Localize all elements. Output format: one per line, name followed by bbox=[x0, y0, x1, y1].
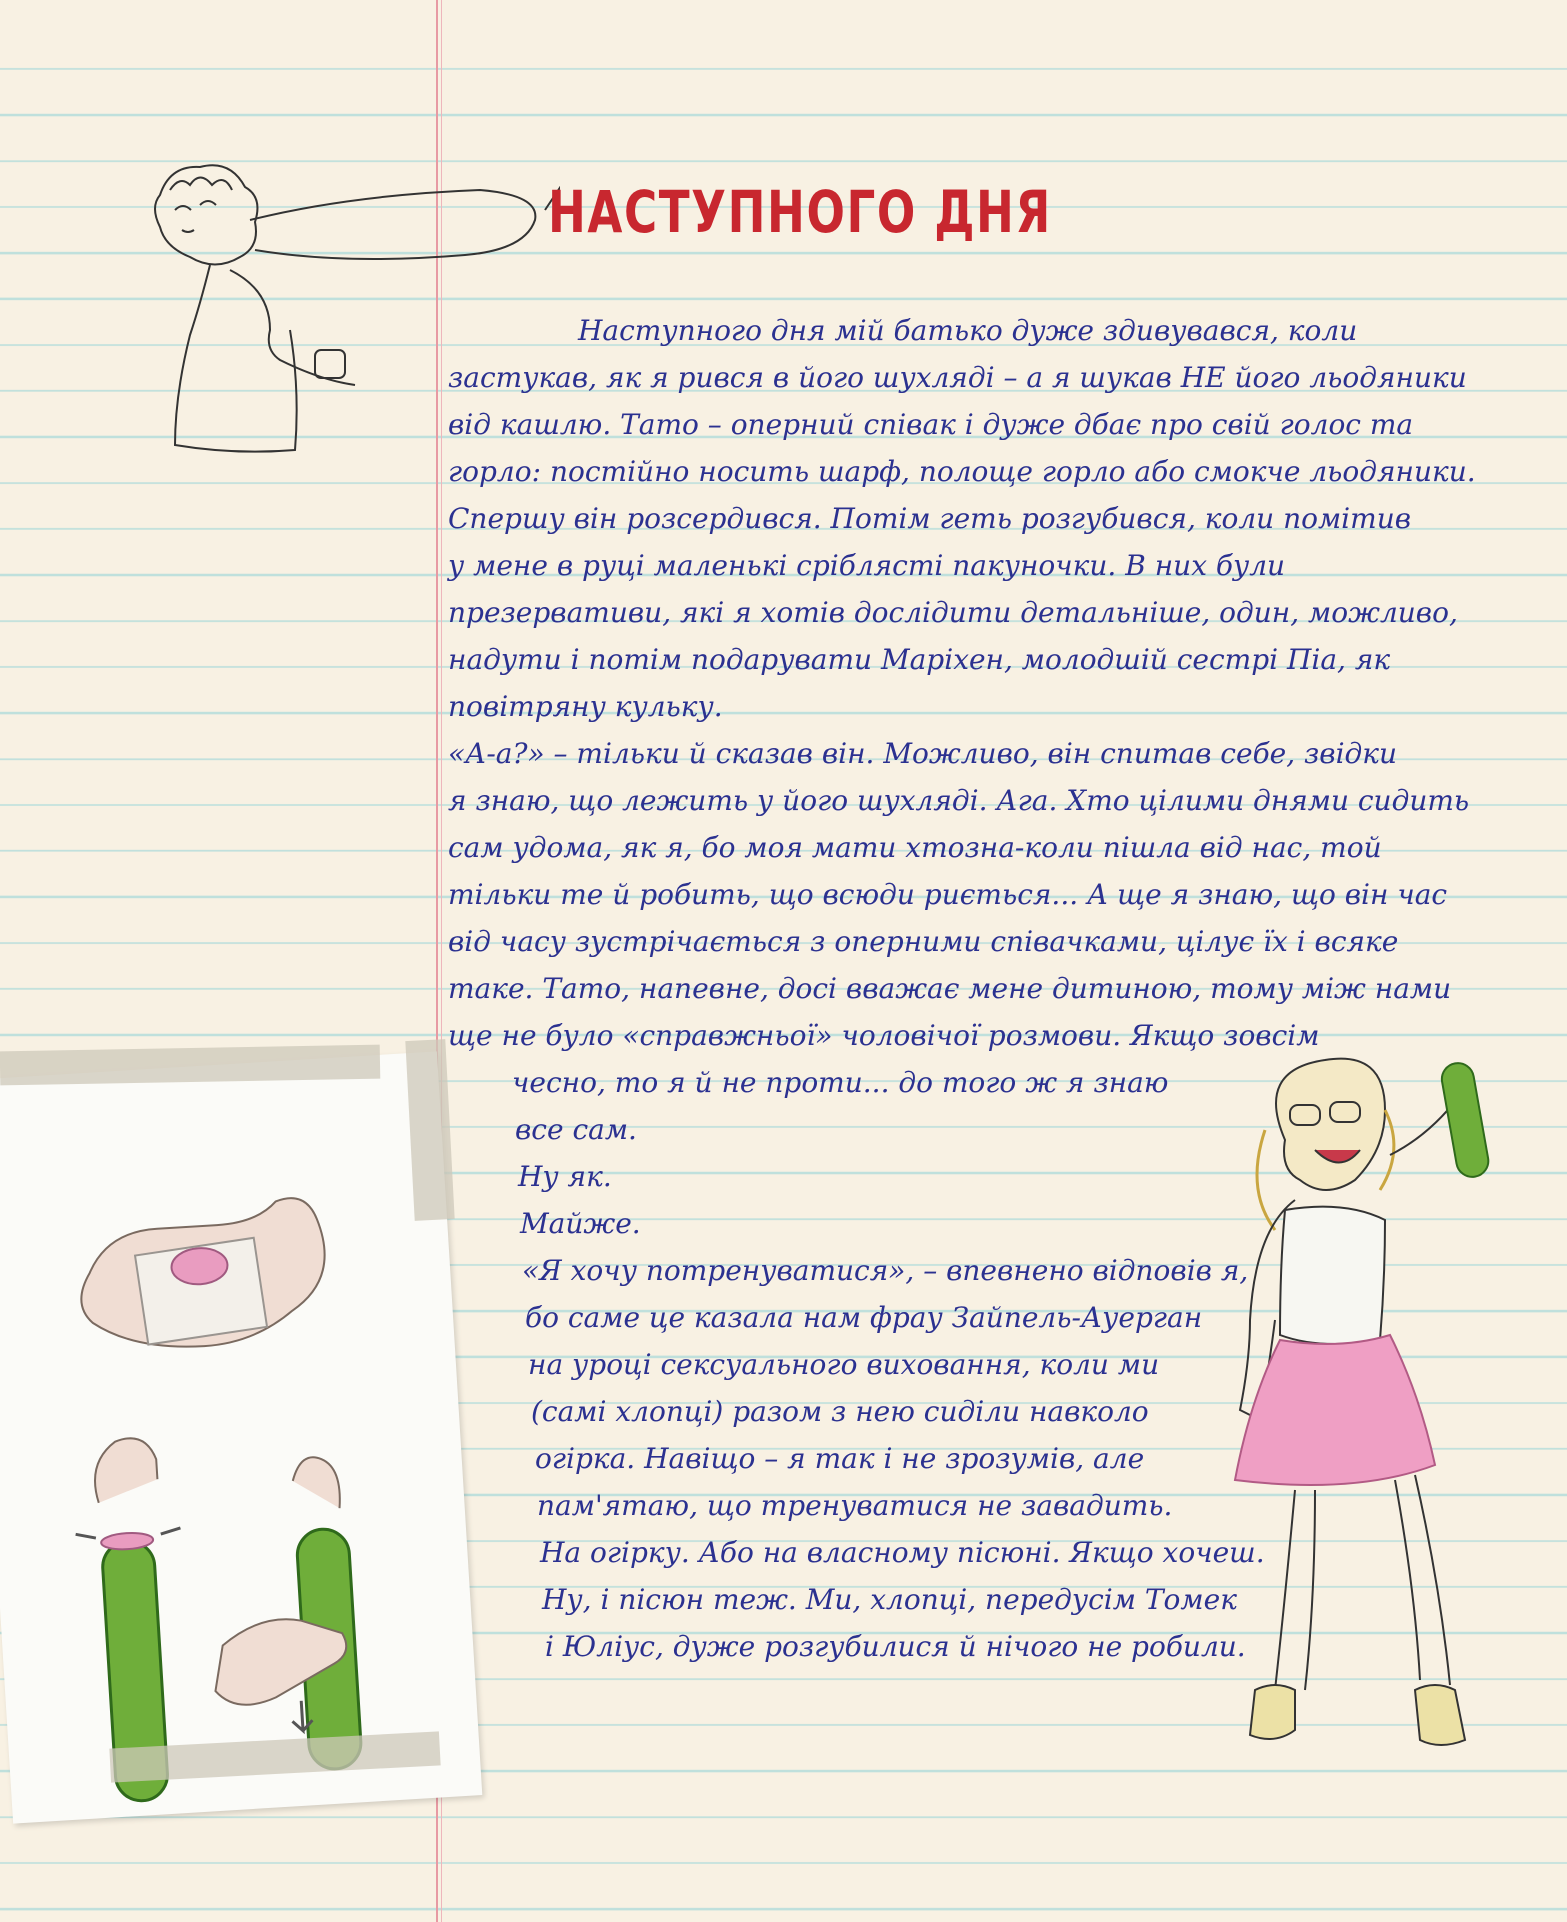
text-line: На огірку. Або на власному пісюні. Якщо хочеш. bbox=[540, 1536, 1265, 1569]
text-line: надути і потім подарувати Маріхен, молодшій сестрі Піа, як bbox=[448, 643, 1391, 676]
text-line: повітряну кульку. bbox=[448, 690, 723, 723]
text-line: у мене в руці маленькі сріблясті пакуночки. В них були bbox=[448, 549, 1286, 582]
text-line: огірка. Навіщо – я так і не зрозумів, але bbox=[535, 1442, 1145, 1475]
text-line: «А-а?» – тільки й сказав він. Можливо, він спитав себе, звідки bbox=[448, 737, 1398, 770]
text-line: на уроці сексуального виховання, коли ми bbox=[528, 1348, 1160, 1381]
tape-top bbox=[0, 1045, 380, 1086]
page-title: НАСТУПНОГО ДНЯ bbox=[548, 178, 1052, 246]
text-line: (самі хлопці) разом з нею сиділи навколо bbox=[531, 1395, 1149, 1428]
text-line: Наступного дня мій батько дуже здивувався, коли bbox=[578, 314, 1358, 347]
text-line: тільки те й робить, що всюди риється... А ще я знаю, що він час bbox=[448, 878, 1448, 911]
text-line: я знаю, що лежить у його шухляді. Ага. Хто цілими днями сидить bbox=[448, 784, 1470, 817]
text-line: Майже. bbox=[520, 1207, 641, 1240]
text-line: пам'ятаю, що тренуватися не завадить. bbox=[537, 1489, 1173, 1522]
instruction-drawing bbox=[0, 1051, 482, 1823]
text-line: все сам. bbox=[515, 1113, 637, 1146]
text-line: від часу зустрічається з оперними співачками, цілує їх і всяке bbox=[448, 925, 1399, 958]
condom-instruction-sheet-icon bbox=[0, 1051, 482, 1823]
text-line: чесно, то я й не проти... до того ж я знаю bbox=[512, 1066, 1169, 1099]
text-line: горло: постійно носить шарф, полоще горло або смокче льодяники. bbox=[448, 455, 1476, 488]
text-line: сам удома, як я, бо моя мати хтозна-коли пішла від нас, той bbox=[448, 831, 1382, 864]
girl-with-cucumber-sketch-icon bbox=[1195, 1050, 1525, 1770]
text-line: Ну, і пісюн теж. Ми, хлопці, передусім Томек bbox=[542, 1583, 1237, 1616]
text-line: Спершу він розсердився. Потім геть розгубився, коли помітив bbox=[448, 502, 1412, 535]
text-line: від кашлю. Тато – оперний співак і дуже дбає про свій голос та bbox=[448, 408, 1414, 441]
text-line: презервативи, які я хотів дослідити детальніше, один, можливо, bbox=[448, 596, 1458, 629]
text-line: таке. Тато, напевне, досі вважає мене дитиною, тому між нами bbox=[448, 972, 1452, 1005]
text-line: і Юліус, дуже розгубилися й нічого не робили. bbox=[545, 1630, 1246, 1663]
text-line: ще не було «справжньої» чоловічої розмови. Якщо зовсім bbox=[448, 1019, 1320, 1052]
text-line: бо саме це казала нам фрау Зайпель-Ауерган bbox=[525, 1301, 1203, 1334]
text-line: «Я хочу потренуватися», – впевнено відповів я, bbox=[522, 1254, 1249, 1287]
text-line: застукав, як я рився в його шухляді – а я шукав НЕ його льодяники bbox=[448, 361, 1467, 394]
text-line: Ну як. bbox=[518, 1160, 612, 1193]
